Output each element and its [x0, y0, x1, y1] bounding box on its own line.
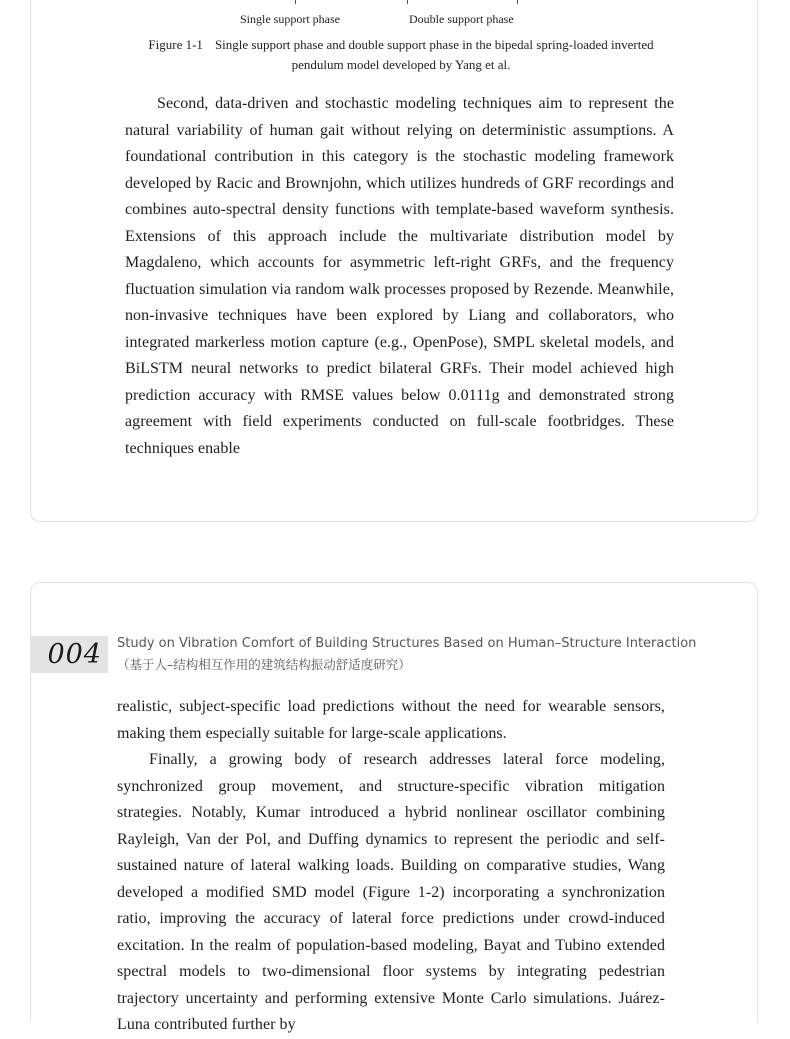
- body-paragraph: Second, data-driven and stochastic modeling techniques aim to represent the natural variability of human gait without relying on deterministic assumptions. A foundational contribution in this category is the stochastic modeling framework developed by Racic and Brownjohn, which utilizes hundreds of GRF recordings and combines auto-spectral density functions with template-based waveform synthesis. Extensions of this approach include the multivariate distribution model by Magdaleno, which accounts for asymmetric left-right GRFs, and the frequency fluctuation simulation via random walk processes proposed by Rezende. Meanwhile, non-invasive techniques have been explored by Liang and collaborators, who integrated markerless motion capture (e.g., OpenPose), SMPL skeletal models, and BiLSTM neural networks to predict bilateral GRFs. Their model achieved high prediction accuracy with RMSE values below 0.0111g and demonstrated strong agreement with field experiments conducted on full-scale footbridges. These techniques enable: [125, 95, 674, 457]
- figure-tick: [295, 0, 296, 4]
- figure-caption-text: Single support phase and double support phase in the bipedal spring-loaded inverted pendulum model developed by Yang et al.: [214, 37, 654, 72]
- figure-caption: [131, 35, 671, 74]
- document-page-top: [30, 0, 758, 522]
- page-number: 004: [47, 639, 102, 670]
- body-paragraph: Finally, a growing body of research addresses lateral force modeling, synchronized group movement, and structure-specific vibration mitigation strategies. Notably, Kumar introduced a hybrid nonlinear oscillator combining Rayleigh, Van der Pol, and Duffing dynamics to represent the periodic and self-sustained nature of lateral walking loads. Building on comparative studies, Wang developed a modified SMD model (Figure 1-2) incorporating a synchronization ratio, improving the accuracy of lateral force predictions under crowd-induced excitation. In the realm of population-based modeling, Bayat and Tubino extended spectral models to two-dimensional floor systems by integrating pedestrian trajectory uncertainty and performing extensive Monte Carlo simulations. Juárez-Luna contributed further by: [117, 751, 665, 1033]
- running-header: [31, 635, 757, 675]
- document-page-bottom: [30, 582, 758, 1033]
- body-paragraph-continued: realistic, subject-specific load predictions without the need for wearable sensors, making them especially suitable for large-scale applications.: [117, 698, 665, 742]
- page-number-tab: [31, 636, 108, 673]
- running-title-chinese: （基于人–结构相互作用的建筑结构振动舒适度研究）: [117, 657, 411, 672]
- figure-image-bottom-edge: [31, 0, 757, 20]
- figure-caption-number: Figure 1-1: [148, 37, 203, 52]
- figure-tick: [407, 0, 408, 4]
- running-title-english: Study on Vibration Comfort of Building Structures Based on Human–Structure Interaction: [117, 636, 697, 651]
- figure-sublabel-single: Single support phase: [240, 12, 340, 26]
- figure-tick: [517, 0, 518, 4]
- figure-sublabel-double: Double support phase: [409, 12, 514, 26]
